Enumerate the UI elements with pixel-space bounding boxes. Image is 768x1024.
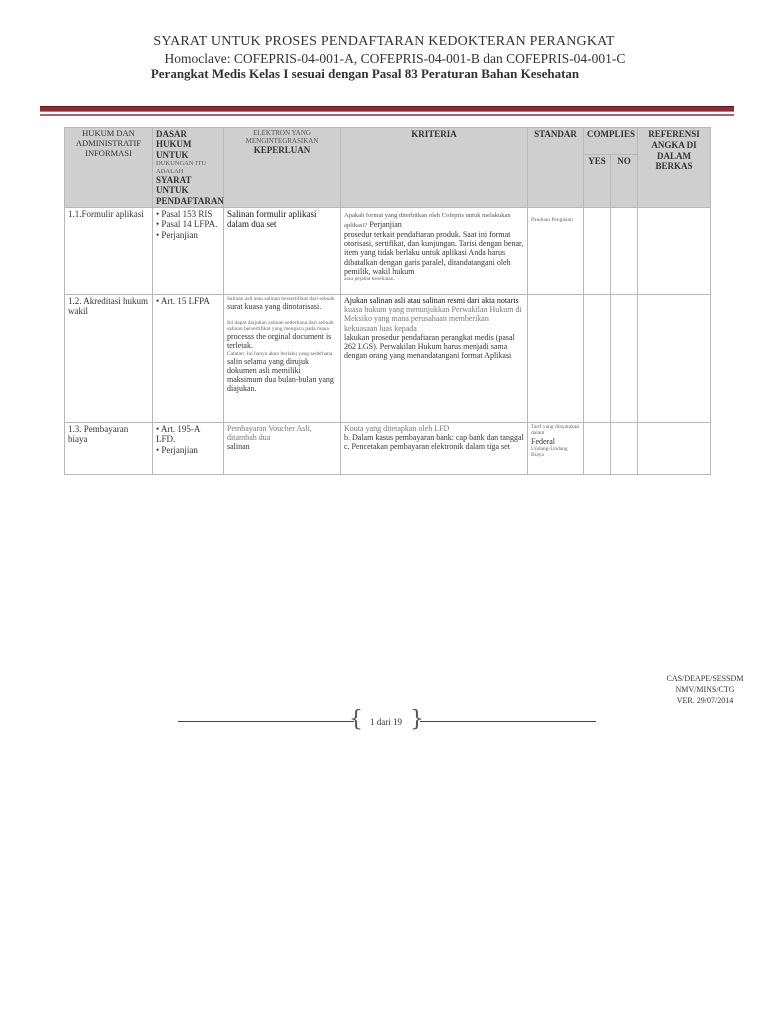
row-legal: • Art. 15 LFPA xyxy=(153,295,224,423)
row-criteria: Ajukan salinan asli atau salinan resmi dari akta notaris kuasa hukum yang menunjukkan Perwakilan Hukum di Meksiko yang mana perusahaan memberikan kekuasaan luas kepada lakukan prosedur pendaftaran perangkat medis (pasal 262 LGS). Perwakilan Hukum harus menjadi sama dengan orang yang menandatangani format Aplikasi xyxy=(341,295,528,423)
header-legal-info: HUKUM DAN ADMINISTRATIF INFORMASI xyxy=(65,128,153,208)
table-row xyxy=(65,423,711,475)
header-requirement: ELEKTRON YANG MENGINTEGRASIKAN KEPERLUAN xyxy=(224,128,341,208)
page-line-left xyxy=(178,721,354,722)
row-yes[interactable] xyxy=(584,423,611,475)
header-standard: STANDAR xyxy=(528,128,584,208)
table-row xyxy=(65,208,711,295)
header-legal-basis: DASAR HUKUM UNTUK DUKUNGAN ITU ADALAH SYARAT UNTUK PENDAFTARAN xyxy=(153,128,224,208)
row-info: 1.3. Pembayaran biaya xyxy=(65,423,153,475)
header-rule xyxy=(40,106,734,112)
right-brace-icon: } xyxy=(410,707,424,732)
row-no[interactable] xyxy=(611,295,638,423)
page-line-right xyxy=(420,721,596,722)
document-title: SYARAT UNTUK PROSES PENDAFTARAN KEDOKTERAN PERANGKAT xyxy=(153,34,615,49)
row-legal: • Pasal 153 RIS • Pasal 14 LFPA. • Perjanjian xyxy=(153,208,224,295)
row-no[interactable] xyxy=(611,423,638,475)
header-no: NO xyxy=(611,154,638,207)
table-row xyxy=(65,295,711,423)
row-requirement: Pembayaran Voucher Asli, ditambah dua salinan xyxy=(224,423,341,475)
row-yes[interactable] xyxy=(584,295,611,423)
header-criteria: KRITERIA xyxy=(341,128,528,208)
homoclave-line: Homoclave: COFEPRIS-04-001-A, COFEPRIS-04-001-B dan COFEPRIS-04-001-C xyxy=(164,51,626,66)
row-no[interactable] xyxy=(611,208,638,295)
row-requirement: Salinan formulir aplikasi dalam dua set xyxy=(224,208,341,295)
header-complies: COMPLIES xyxy=(584,128,638,155)
requirements-table xyxy=(64,127,711,475)
row-requirement: Salinan asli atau salinan bersertifikat dari sebuah surat kuasa yang dinotarisasi. Ini dapat diajukan salinan sederhana dari sebuah salinan bersertifikat yang mengacu pada mana processs the orginal document is terletak. Catatan: Ini hanya akan berlaku yang sederhana salin selama yang dirujuk dokumen asli memiliki maksimum dua bulan-bulan yang diajukan. xyxy=(224,295,341,423)
document-codes: CAS/DEAPE/SESSDM NMV/MINS/CTG VER. 29/07/2014 xyxy=(666,674,744,705)
header-rule-thin xyxy=(40,114,734,116)
row-criteria: Apakah format yang diterbitkan oleh Cofepris untuk melakukan aplikasi? Perjanjian prosedur terkait pendaftaran produk. Saat ini format otorisasi, sertifikat, dan kunjungan. Tarisi dengan benar, item yang tidak berlaku untuk aplikasi Anda harus dibatalkan dengan garis paralel, ditandatangani oleh pemilik, wakil hukum atau pejabat kesehatan. xyxy=(341,208,528,295)
row-criteria: Kouta yang ditetapkan oleh LFD b. Dalam kasus pembayaran bank: cap bank dan tanggal c. Pencetakan pembayaran elektronik dalam tiga set xyxy=(341,423,528,475)
left-brace-icon: { xyxy=(349,707,363,732)
header-reference: REFERENSI ANGKA DI DALAM BERKAS xyxy=(638,128,711,208)
row-info: 1.1.Formulir aplikasi xyxy=(65,208,153,295)
row-legal: • Art. 195-A LFD. • Perjanjian xyxy=(153,423,224,475)
page-number: 1 dari 19 xyxy=(370,717,402,727)
row-standard: Panduan Pengisian xyxy=(528,208,584,295)
row-reference[interactable] xyxy=(638,423,711,475)
row-reference[interactable] xyxy=(638,295,711,423)
device-class-line: Perangkat Medis Kelas I sesuai dengan Pasal 83 Peraturan Bahan Kesehatan xyxy=(150,66,580,81)
row-standard: Tarif yang dinyatakan dalam Federal Undang-Undang Biaya xyxy=(528,423,584,475)
row-info: 1.2. Akreditasi hukum wakil xyxy=(65,295,153,423)
row-yes[interactable] xyxy=(584,208,611,295)
row-standard xyxy=(528,295,584,423)
header-yes: YES xyxy=(584,154,611,207)
row-reference[interactable] xyxy=(638,208,711,295)
